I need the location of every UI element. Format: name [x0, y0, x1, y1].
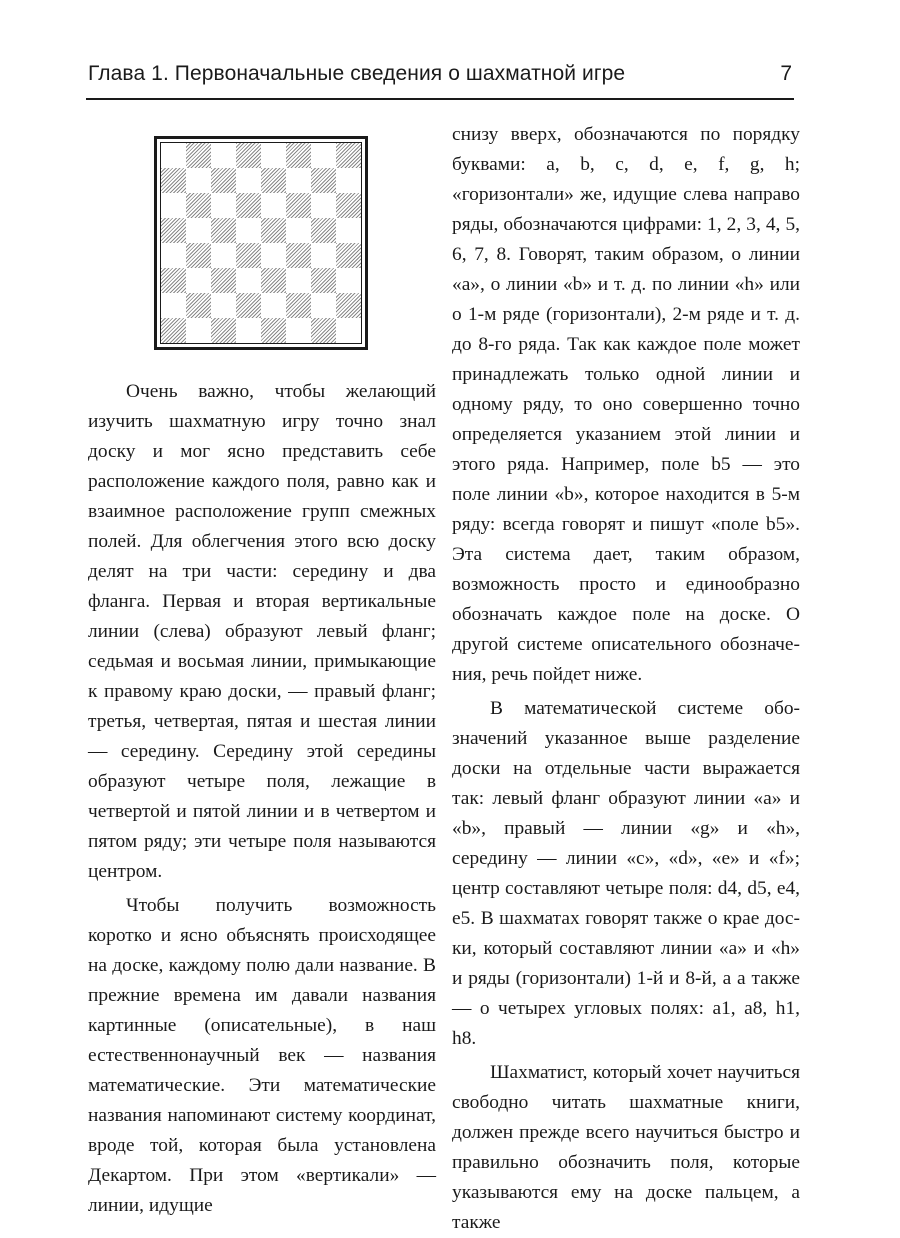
board-square-a2 — [161, 293, 186, 318]
board-square-c4 — [211, 243, 236, 268]
board-square-g2 — [311, 293, 336, 318]
board-square-h7 — [336, 168, 361, 193]
board-square-d5 — [236, 218, 261, 243]
chessboard-figure — [154, 136, 368, 350]
board-square-b2 — [186, 293, 211, 318]
board-square-e4 — [261, 243, 286, 268]
board-square-e8 — [261, 143, 286, 168]
board-square-a3 — [161, 268, 186, 293]
board-square-f4 — [286, 243, 311, 268]
paragraph-files-ranks: снизу вверх, обозначаются по порядку буквами: а, b, c, d, e, f, g, h; «горизонтали» же, идущие слева направо ряды, обозначаются цифрами: 1, 2, 3, 4, 5, 6, 7, 8. Говорят, таким образом, о линии «а», о линии «b» и т. д. по линии «h» или о 1-м ряде (горизонтали), 2-м ряде и т. д. до 8-го ряда. Так как каждое поле может принадлежать только одной линии и одному ряду, то оно совершенно точно определяется указанием этой линии и этого ряда. Например, поле b5 — это поле линии «b», которое находится в 5-м ряду: всегда говорят и пишут «поле b5». Эта система дает, таким образом, возможность просто и единообразно обозначать каждое поле на доске. О другой системе описательного обозначения, речь пойдет ниже. — [452, 124, 800, 685]
board-square-g6 — [311, 193, 336, 218]
board-square-g1 — [311, 318, 336, 343]
board-square-h8 — [336, 143, 361, 168]
board-square-e5 — [261, 218, 286, 243]
board-square-g7 — [311, 168, 336, 193]
board-square-c1 — [211, 318, 236, 343]
board-square-h4 — [336, 243, 361, 268]
board-square-a7 — [161, 168, 186, 193]
board-square-e7 — [261, 168, 286, 193]
board-square-a4 — [161, 243, 186, 268]
board-square-e6 — [261, 193, 286, 218]
board-square-d8 — [236, 143, 261, 168]
board-square-g5 — [311, 218, 336, 243]
running-header — [86, 58, 794, 100]
right-text-column — [452, 120, 800, 1238]
board-square-d1 — [236, 318, 261, 343]
board-square-g4 — [311, 243, 336, 268]
board-square-f2 — [286, 293, 311, 318]
board-square-c2 — [211, 293, 236, 318]
board-square-b6 — [186, 193, 211, 218]
board-square-a8 — [161, 143, 186, 168]
paragraph-board-knowledge: Очень важно, чтобы желающий изучить шахматную игру точно знал доску и мог ясно представить себе расположение каждого поля, равно как и взаимное расположение групп смежных полей. Для облегчения этого всю доску делят на три части: середину и два фланга. Первая и вторая вертикальные линии (слева) образуют левый фланг; седьмая и восьмая линии, примыкающие к правому краю доски, — правый фланг; третья, четвертая, пятая и шестая линии — середину. Середину этой середины образуют четыре поля, лежащие в четвертой и пятой линии и в четвертом и пятом ряду; эти четыре поля называются центром. — [88, 381, 436, 882]
board-square-a5 — [161, 218, 186, 243]
board-square-a1 — [161, 318, 186, 343]
board-square-d7 — [236, 168, 261, 193]
board-square-h6 — [336, 193, 361, 218]
board-square-g8 — [311, 143, 336, 168]
board-square-f5 — [286, 218, 311, 243]
board-square-b8 — [186, 143, 211, 168]
board-square-h2 — [336, 293, 361, 318]
page-number: 7 — [780, 62, 792, 85]
board-square-b7 — [186, 168, 211, 193]
board-square-h1 — [336, 318, 361, 343]
paragraph-reading-books: Шахматист, который хочет научиться свободно читать шахматные книги, должен прежде всего научиться быстро и правильно обозначить поля, которые указываются ему на доске пальцем, а также — [452, 1062, 800, 1233]
board-square-b3 — [186, 268, 211, 293]
board-square-g3 — [311, 268, 336, 293]
board-square-h5 — [336, 218, 361, 243]
board-square-f7 — [286, 168, 311, 193]
board-square-f8 — [286, 143, 311, 168]
left-text-column — [88, 377, 436, 1221]
board-square-c6 — [211, 193, 236, 218]
chapter-title: Глава 1. Первоначальные сведения о шахматной игре — [88, 62, 626, 85]
board-square-e3 — [261, 268, 286, 293]
board-square-d6 — [236, 193, 261, 218]
board-square-d3 — [236, 268, 261, 293]
chessboard — [160, 142, 362, 344]
paragraph-math-notation: В математической системе обозначений указанное выше разделение доски на отдельные части выражается так: левый фланг образуют линии «а» и «b», правый — линии «g» и «h», середину — линии «c», «d», «e» и «f»; центр составляют четыре поля: d4, d5, e4, e5. В шахматах говорят также о крае доски, который составляют линии «а» и «h» и ряды (горизонтали) 1-й и 8-й, а а также — о четырех угловых полях: a1, a8, h1, h8. — [452, 698, 800, 1049]
board-square-c5 — [211, 218, 236, 243]
board-square-c8 — [211, 143, 236, 168]
board-square-b5 — [186, 218, 211, 243]
board-square-c3 — [211, 268, 236, 293]
board-square-c7 — [211, 168, 236, 193]
paragraph-square-naming: Чтобы получить возможность коротко и ясно объяснять происходящее на доске, каждому полю дали название. В прежние времена им давали названия картинные (описательные), в наш естественнонаучный век — названия математические. Эти математические названия напоминают систему координат, вроде той, которая была установлена Декартом. При этом «вертикали» — линии, идущие — [88, 895, 436, 1216]
board-square-d2 — [236, 293, 261, 318]
board-square-b4 — [186, 243, 211, 268]
board-square-d4 — [236, 243, 261, 268]
board-square-b1 — [186, 318, 211, 343]
board-square-e1 — [261, 318, 286, 343]
board-square-e2 — [261, 293, 286, 318]
board-square-f3 — [286, 268, 311, 293]
board-square-f6 — [286, 193, 311, 218]
board-square-f1 — [286, 318, 311, 343]
board-square-h3 — [336, 268, 361, 293]
board-square-a6 — [161, 193, 186, 218]
